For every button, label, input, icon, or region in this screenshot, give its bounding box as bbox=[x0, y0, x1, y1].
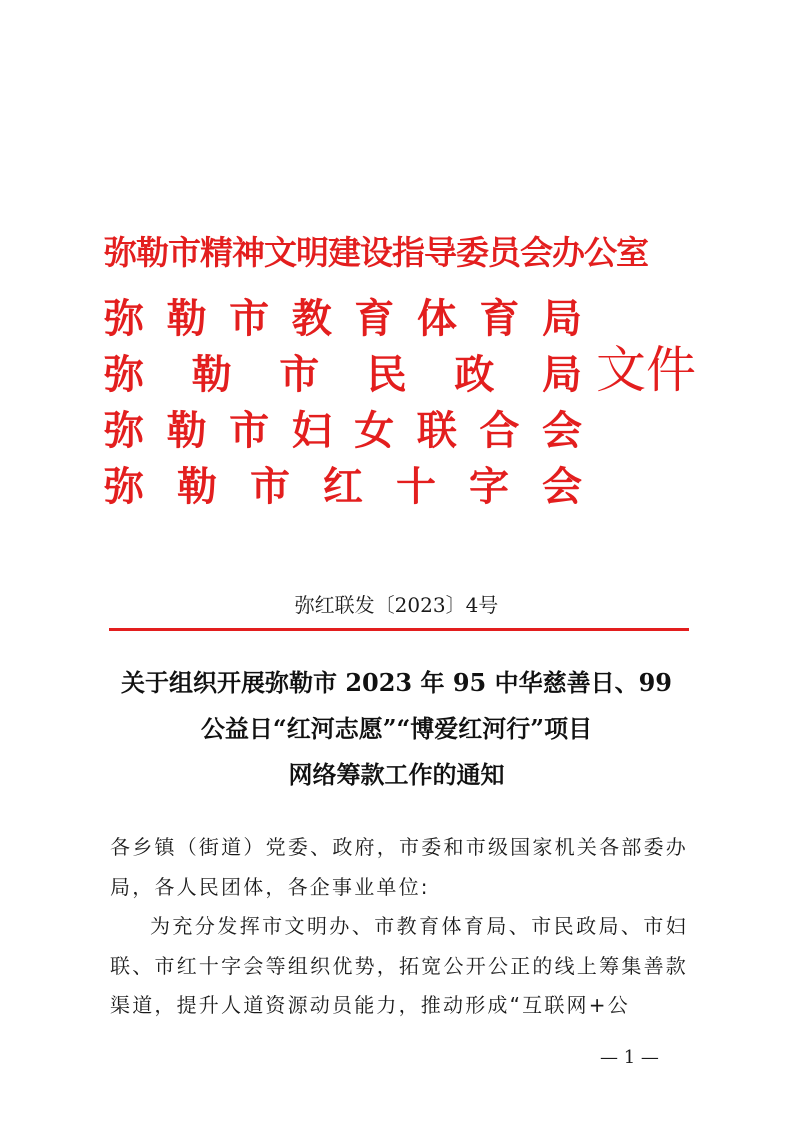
issuer-char: 体 bbox=[416, 296, 457, 342]
title-line-2: 公益日“红河志愿”“博爱红河行”项目 bbox=[200, 714, 593, 743]
issuer-char: 联 bbox=[416, 408, 457, 454]
issuer-char: 局 bbox=[541, 296, 582, 342]
issuer-char: 政 bbox=[454, 352, 495, 398]
issuer-char: 弥 bbox=[104, 408, 144, 454]
body-paragraph: 为充分发挥市文明办、市教育体育局、市民政局、市妇联、市红十字会等组织优势，拓宽公开公正的线上筹集善款渠道，提升人道资源动员能力，推动形成“互联网+公 bbox=[110, 914, 688, 1017]
issuer-char: 育 bbox=[479, 296, 520, 342]
issuer-char: 妇 bbox=[291, 408, 332, 454]
issuer-char: 教 bbox=[291, 296, 332, 342]
issuer-char: 弥 bbox=[104, 352, 144, 398]
issuer-char: 民 bbox=[366, 352, 407, 398]
page-number: — 1 — bbox=[600, 1047, 659, 1068]
issuer-line-3 bbox=[104, 346, 582, 404]
issuer-line-2 bbox=[104, 290, 582, 348]
red-separator-line bbox=[109, 628, 689, 631]
issuer-char: 十 bbox=[396, 464, 436, 510]
issuer-char: 市 bbox=[229, 408, 270, 454]
issuer-char: 勒 bbox=[191, 352, 232, 398]
issuer-char: 市 bbox=[279, 352, 320, 398]
issuer-char: 弥 bbox=[104, 464, 144, 510]
issuer-line-1 bbox=[104, 224, 648, 282]
document-title bbox=[0, 660, 793, 798]
issuer-char: 勒 bbox=[177, 464, 217, 510]
issuer-char: 局 bbox=[541, 352, 582, 398]
issuer-char: 市 bbox=[229, 296, 270, 342]
issuer-char: 勒 bbox=[166, 296, 207, 342]
issuer-char: 弥 bbox=[104, 296, 144, 342]
document-suffix: 文件 bbox=[596, 341, 696, 399]
issuer-char: 育 bbox=[354, 296, 395, 342]
issuer-char: 会 bbox=[541, 408, 582, 454]
issuer-name: 弥勒市精神文明建设指导委员会办公室 bbox=[104, 233, 648, 272]
title-line-3: 网络筹款工作的通知 bbox=[288, 760, 505, 789]
document-body bbox=[110, 828, 688, 1026]
issuer-char: 会 bbox=[542, 464, 582, 510]
issuer-line-4 bbox=[104, 402, 582, 460]
title-line-1: 关于组织开展弥勒市 2023 年 95 中华慈善日、99 bbox=[120, 668, 672, 697]
issuer-char: 红 bbox=[323, 464, 363, 510]
salutation: 各乡镇（街道）党委、政府，市委和市级国家机关各部委办局，各人民团体，各企事业单位: bbox=[110, 835, 688, 899]
issuer-char: 女 bbox=[354, 408, 395, 454]
issuer-char: 字 bbox=[469, 464, 509, 510]
issuer-char: 勒 bbox=[166, 408, 207, 454]
document-number: 弥红联发〔2023〕4号 bbox=[294, 593, 499, 617]
issuer-line-5 bbox=[104, 458, 582, 516]
issuer-char: 合 bbox=[479, 408, 520, 454]
issuer-char: 市 bbox=[250, 464, 290, 510]
